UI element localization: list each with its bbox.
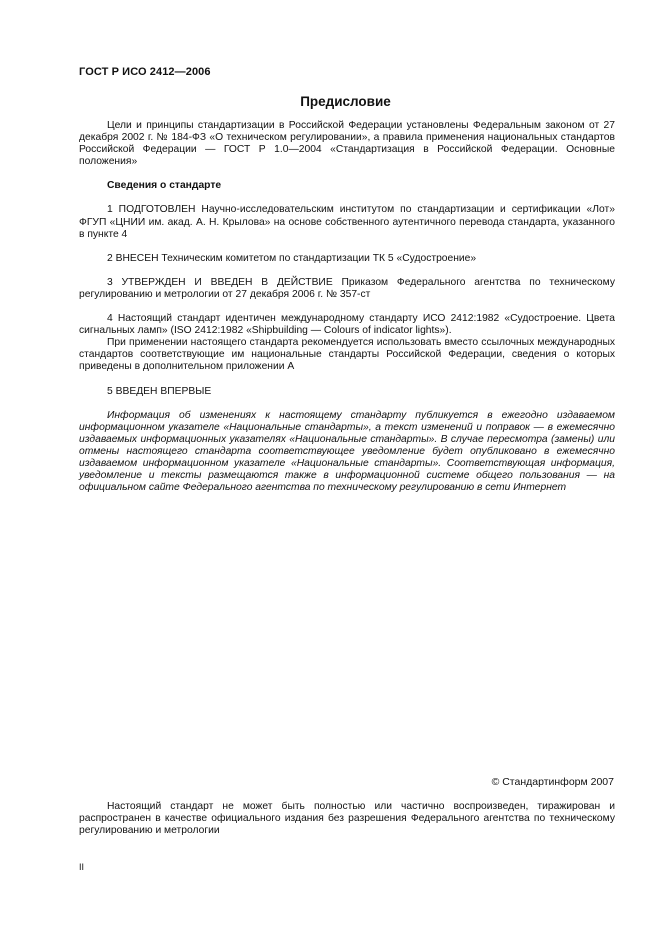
item-3: 3 УТВЕРЖДЕН И ВВЕДЕН В ДЕЙСТВИЕ Приказом Федерального агентства по техническому регулированию и метрологии от 27 декабря 2006 г. № 357-ст — [79, 276, 615, 300]
copyright-notice: © Стандартинформ 2007 — [491, 776, 614, 788]
item-2: 2 ВНЕСЕН Техническим комитетом по стандартизации ТК 5 «Судостроение» — [107, 252, 477, 264]
item-4: 4 Настоящий стандарт идентичен международному стандарту ИСО 2412:1982 «Судостроение. Цвета сигнальных ламп» (ISO 2412:1982 «Shipbuilding — Colours of indicator lights»). — [79, 313, 615, 337]
document-code-header: ГОСТ Р ИСО 2412—2006 — [79, 66, 211, 78]
item-1: 1 ПОДГОТОВЛЕН Научно-исследовательским институтом по стандартизации и сертификации «Лот» ФГУП «ЦНИИ им. акад. А. Н. Крылова» на основе собственного аутентичного перевода стандарта, указанного в пункте 4 — [79, 204, 615, 240]
preface-body — [79, 120, 615, 494]
item-5: 5 ВВЕДЕН ВПЕРВЫЕ — [107, 385, 212, 397]
reproduction-notice — [79, 801, 615, 837]
item-4-note: При применении настоящего стандарта рекомендуется использовать вместо ссылочных международных стандартов соответствующие им национальные стандарты Российской Федерации, сведения о которых приведены в дополнительном приложении А — [79, 337, 615, 373]
intro-paragraph: Цели и принципы стандартизации в Российской Федерации установлены Федеральным законом от 27 декабря 2002 г. № 184-ФЗ «О техническом регулировании», а правила применения национальных стандартов Российской Федерации — ГОСТ Р 1.0—2004 «Стандартизация в Российской Федерации. Основные положения» — [79, 120, 615, 168]
changes-info-paragraph: Информация об изменениях к настоящему стандарту публикуется в ежегодно издаваемом информационном указателе «Национальные стандарты», а текст изменений и поправок — в ежемесячно издаваемых информационных указателях «Национальные стандарты». В случае пересмотра (замены) или отмены настоящего стандарта соответствующее уведомление будет опубликовано в ежемесячно издаваемом информационном указателе «Национальные стандарты». Соответствующая информация, уведомление и тексты размещаются также в информационной системе общего пользования — на официальном сайте Федерального агентства по техническому регулированию в сети Интернет — [79, 409, 615, 494]
page-title: Предисловие — [300, 94, 391, 109]
reproduction-notice-text: Настоящий стандарт не может быть полностью или частично воспроизведен, тиражирован и распространен в качестве официального издания без разрешения Федерального агентства по техническому регулированию и метрологии — [79, 801, 615, 837]
page-number: II — [79, 862, 85, 872]
standard-info-heading: Сведения о стандарте — [107, 180, 222, 192]
